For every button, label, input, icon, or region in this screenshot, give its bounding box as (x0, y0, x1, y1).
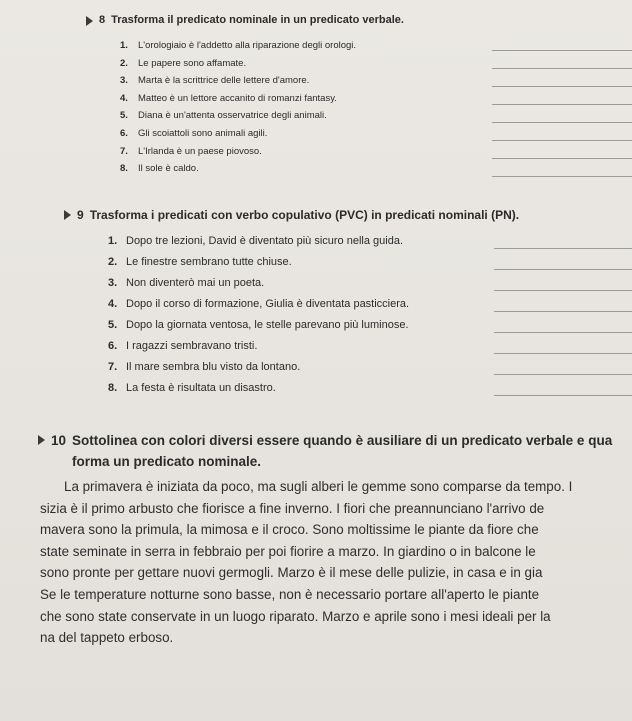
exercise-8-number: 8 (99, 14, 106, 26)
item-number: 7. (120, 145, 128, 157)
passage-line[interactable]: state seminate in serra in febbraio per poi fiorire a marzo. In giardino o in balcone le (40, 543, 536, 559)
passage-line[interactable]: Se le temperature notturne sono basse, non è necessario portare all'aperto le piante (40, 586, 540, 602)
item-text: Diana è un'attenta osservatrice degli animali. (138, 110, 327, 122)
item-number: 2. (120, 57, 128, 69)
item-text: Le finestre sembrano tutte chiuse. (126, 256, 292, 268)
item-text: Il mare sembra blu visto da lontano. (126, 361, 301, 373)
list-item (120, 146, 356, 164)
exercise-8-title: Trasforma il predicato nominale in un predicato verbale. (111, 14, 404, 26)
item-number: 7. (108, 361, 118, 373)
exercise-9-number: 9 (77, 208, 84, 222)
list-item (108, 340, 409, 361)
item-number: 1. (120, 40, 128, 51)
item-text: Dopo tre lezioni, David è diventato più sicuro nella guida. (126, 235, 403, 247)
exercise-10-title-line: forma un predicato nominale. (72, 454, 262, 469)
exercise-10-number: 10 (51, 433, 67, 448)
answer-line[interactable] (494, 290, 632, 291)
item-number: 4. (108, 298, 118, 310)
item-number: 4. (120, 92, 128, 104)
item-number: 5. (120, 110, 128, 122)
exercise-marker-icon (64, 210, 71, 220)
answer-line[interactable] (494, 395, 632, 396)
exercise-8-list (120, 40, 356, 181)
list-item (120, 40, 356, 58)
item-text: La festa è risultata un disastro. (126, 382, 276, 394)
passage-line[interactable]: mavera sono la primula, la mimosa e il croco. Sono moltissime le piante da fiore che (40, 522, 539, 538)
exercise-8-header (86, 14, 404, 26)
passage-line[interactable]: na del tappeto erboso. (40, 630, 174, 646)
list-item (120, 93, 356, 111)
list-item (120, 163, 356, 181)
item-text: Dopo la giornata ventosa, le stelle parevano più luminose. (126, 319, 409, 331)
answer-line[interactable] (492, 68, 632, 69)
exercise-9-title: Trasforma i predicati con verbo copulativo (PVC) in predicati nominali (PN). (89, 208, 520, 222)
answer-line[interactable] (492, 140, 632, 141)
list-item (108, 361, 409, 382)
answer-line[interactable] (494, 269, 632, 270)
item-text: L'Irlanda è un paese piovoso. (138, 145, 262, 157)
answer-line[interactable] (492, 176, 632, 177)
answer-line[interactable] (494, 353, 632, 354)
item-text: I ragazzi sembravano tristi. (126, 340, 258, 352)
item-number: 1. (108, 235, 118, 247)
exercise-marker-icon (38, 435, 45, 445)
exercise-10-passage[interactable] (40, 476, 632, 649)
item-text: Matteo è un lettore accanito di romanzi fantasy. (138, 92, 337, 104)
exercise-9-list (108, 235, 409, 403)
item-number: 8. (120, 163, 128, 175)
passage-line[interactable]: che sono state conservate in un luogo riparato. Marzo e aprile sono i mesi ideali per la (40, 608, 551, 624)
item-text: Non diventerò mai un poeta. (126, 277, 265, 289)
answer-line[interactable] (492, 122, 632, 123)
item-text: Il sole è caldo. (138, 163, 199, 175)
item-number: 6. (108, 340, 118, 352)
list-item (108, 319, 409, 340)
item-text: Dopo il corso di formazione, Giulia è diventata pasticciera. (126, 298, 410, 310)
answer-line[interactable] (492, 158, 632, 159)
passage-line[interactable]: sizia è il primo arbusto che fiorisce a fine inverno. I fiori che preannunciano l'arrivo de (40, 500, 545, 516)
answer-line[interactable] (494, 311, 632, 312)
item-number: 3. (120, 75, 128, 87)
item-text: Marta è la scrittrice delle lettere d'amore. (138, 75, 310, 87)
exercise-10-header (38, 430, 632, 472)
item-number: 3. (108, 277, 118, 289)
answer-line[interactable] (492, 86, 632, 87)
item-number: 8. (108, 382, 118, 394)
answer-line[interactable] (494, 374, 632, 375)
passage-line[interactable]: La primavera è iniziata da poco, ma sugli alberi le gemme sono comparse da tempo. I (64, 479, 573, 494)
item-number: 5. (108, 319, 118, 331)
item-text: L'orologiaio è l'addetto alla riparazione degli orologi. (138, 40, 357, 51)
list-item (120, 110, 356, 128)
item-number: 2. (108, 256, 118, 268)
item-text: Le papere sono affamate. (138, 57, 247, 69)
answer-line[interactable] (494, 332, 632, 333)
exercise-10-title (72, 430, 632, 472)
list-item (108, 277, 409, 298)
list-item (120, 128, 356, 146)
list-item (108, 298, 409, 319)
answer-line[interactable] (492, 50, 632, 51)
list-item (108, 256, 409, 277)
list-item (120, 58, 356, 76)
exercise-9-header (64, 208, 519, 222)
passage-line[interactable]: sono pronte per gettare nuovi germogli. Marzo è il mese delle pulizie, in casa e in gia (40, 565, 543, 581)
item-number: 6. (120, 127, 128, 139)
item-text: Gli scoiattoli sono animali agili. (138, 127, 268, 139)
list-item (108, 382, 409, 403)
answer-line[interactable] (492, 104, 632, 105)
list-item (120, 75, 356, 93)
exercise-10-title-line: Sottolinea con colori diversi essere quando è ausiliare di un predicato verbale e qua (72, 433, 613, 448)
answer-line[interactable] (494, 248, 632, 249)
list-item (108, 235, 409, 256)
exercise-marker-icon (86, 16, 93, 26)
